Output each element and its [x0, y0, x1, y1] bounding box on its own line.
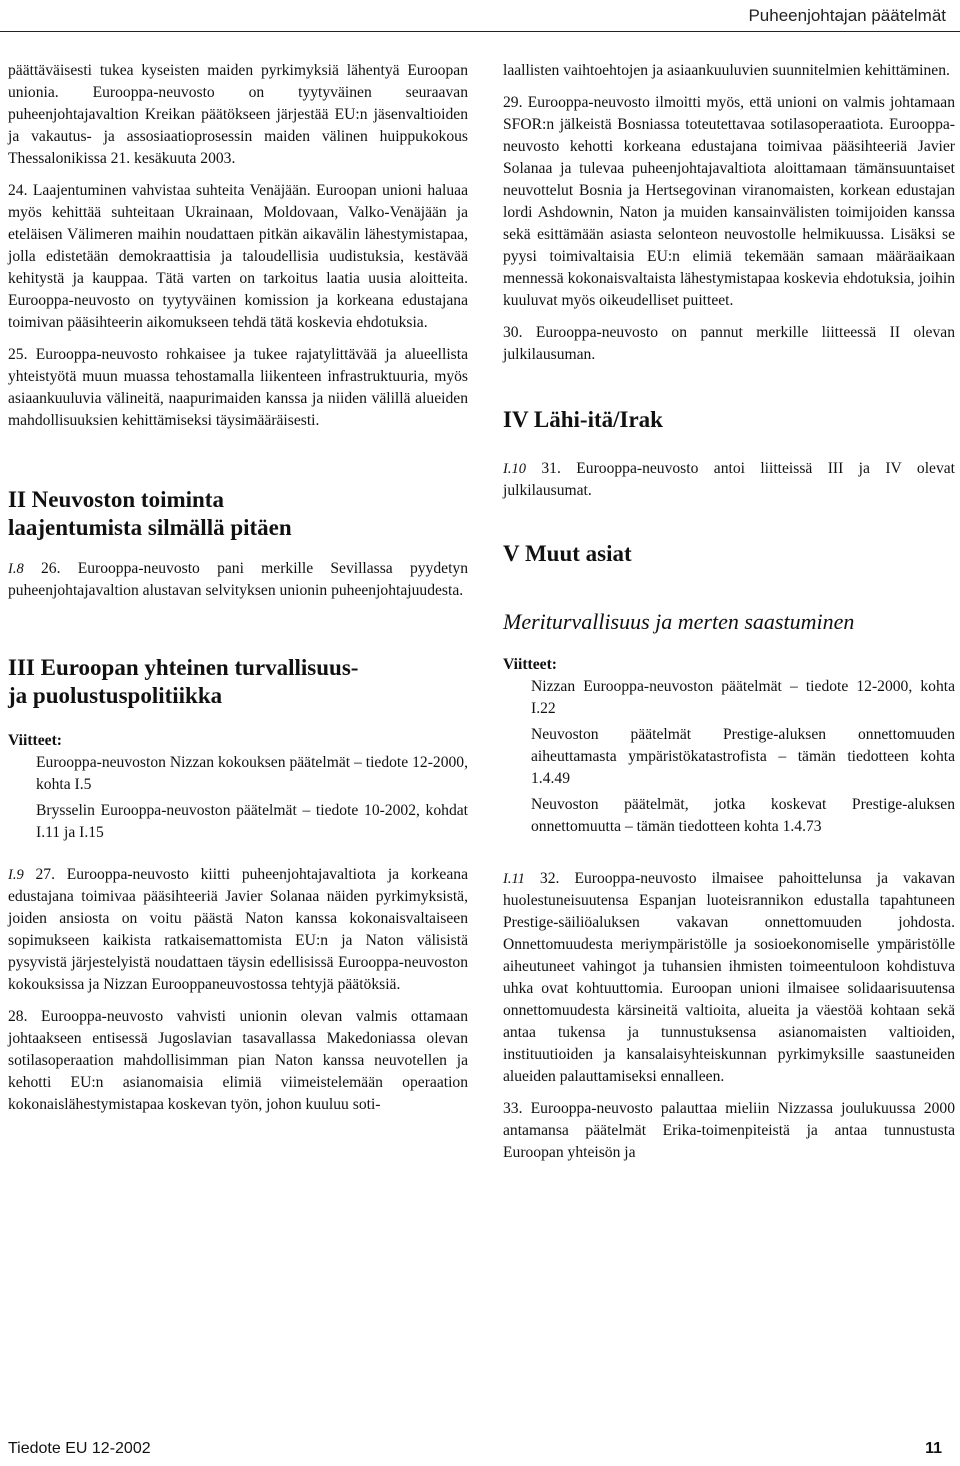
section-heading-ii	[8, 486, 468, 542]
paragraph-29: 29. Eurooppa-neuvosto ilmoitti myös, että unioni on valmis johtamaan SFOR:n jälkeistä Bosniassa toteutettavaa sotilasoperaatiota. Eurooppa-neuvosto kehotti korkeana edustajana toimivaa pääsihteeriä Javier Solanaa ja tulevaa puheenjohtajavaltiota aloittamaan tämänsuuntaiset neuvottelut Bosnia ja Hertsegovinan viranomaisten, korkean edustajan lordi Ashdownin, Naton ja muiden kansainvälisten toimijoiden kanssa sekä esittämään asiasta selonteon neuvostolle helmikuussa. Lisäksi se pyysi toimivaltaisia EU:n elimiä tekemään samaan määräaikaan mennessä kokonaisvaltaista lähestymistapaa koskevia ehdotuksia, joihin kuuluvat myös oikeudelliset puitteet.	[503, 94, 955, 309]
paragraph-27-text: 27. Eurooppa-neuvosto kiitti puheenjohtajavaltiota ja korkeana edustajana toimivaa pääsihteeriä Javier Solanaa näiden pyrkimyksistä, joiden ansiosta on voitu päästä Naton kanssa kokonaisvaltaiseen sopimukseen kaikista ratkaisemattomista EU:n ja Naton välisistä pysyvistä järjestelyistä noudattaen täysin edellisissä Eurooppa-neuvoston kokouksissa ja Nizzan Eurooppaneuvostossa tehtyjä päätöksiä.	[8, 866, 468, 993]
paragraph-27	[8, 864, 468, 996]
running-title: Puheenjohtajan päätelmät	[748, 6, 946, 25]
reference-item: Brysselin Eurooppa-neuvoston päätelmät – tiedote 10-2002, kohdat I.11 ja I.15	[36, 802, 468, 841]
reference-item: Eurooppa-neuvoston Nizzan kokouksen päätelmät – tiedote 12-2000, kohta I.5	[36, 754, 468, 793]
section-heading-ii-line1: II Neuvoston toiminta	[8, 487, 224, 512]
paragraph-28-continuation: laallisten vaihtoehtojen ja asiaankuuluvien suunnitelmien kehittäminen.	[503, 62, 950, 79]
subsection-heading: Meriturvallisuus ja merten saastuminen	[503, 609, 855, 634]
paragraph-26-text: 26. Eurooppa-neuvosto pani merkille Sevillassa pyydetyn puheenjohtajavaltion alustavan selvityksen unionin puheenjohtajuudesta.	[8, 560, 468, 599]
section-heading-v: V Muut asiat	[503, 541, 632, 566]
page-number: 11	[925, 1440, 942, 1457]
paragraph-27-ref: I.9	[8, 867, 24, 883]
right-column	[503, 60, 955, 1174]
paragraph-26	[8, 558, 468, 602]
section-heading-ii-line2: laajentumista silmällä pitäen	[8, 515, 292, 540]
paragraph-28: 28. Eurooppa-neuvosto vahvisti unionin olevan valmis ottamaan johtaakseen entisessä Jugoslavian tasavallassa Makedoniassa olevan sotilasoperaation mahdollisimman pian Naton kanssa neuvotellen ja kehotti EU:n asianomaisia elimiä viimeistelemään operaation kokonaislähestymistapaa koskevan työn, johon kuuluu soti-	[8, 1008, 468, 1113]
header-rule	[0, 31, 960, 32]
references-heading: Viitteet:	[8, 732, 62, 749]
paragraph-31	[503, 458, 955, 502]
paragraph-25: 25. Eurooppa-neuvosto rohkaisee ja tukee rajatylittävää ja alueellista yhteistyötä muun muassa tehostamalla liikenteen infrastruktuuria, myös asiaankuuluvia välineitä, naapurimaiden kanssa ja niiden välillä alueiden mahdollisuuksien kehittämiseksi täysimääräisesti.	[8, 346, 468, 429]
footer-publication: Tiedote EU 12-2002	[8, 1440, 151, 1457]
section-heading-iii	[8, 654, 468, 710]
paragraph-24	[8, 180, 468, 334]
paragraph-31-text: 31. Eurooppa-neuvosto antoi liitteissä III ja IV olevat julkilausumat.	[503, 460, 955, 499]
paragraph-continuation: päättäväisesti tukea kyseisten maiden pyrkimyksiä lähentyä Euroopan unionia. Eurooppa-neuvosto on tyytyväinen seuraavan puheenjohtajavaltion Kreikan päätökseen järjestää EU:n jäsenvaltioiden ja vakautus- ja assosiaatioprosessin maiden välinen huippukokous Thessalonikissa 21. kesäkuuta 2003.	[8, 62, 468, 167]
paragraph-33: 33. Eurooppa-neuvosto palauttaa mieliin Nizzassa joulukuussa 2000 antamansa päätelmät Erika-toimenpiteistä ja antaa tunnustusta Euroopan yhteisön ja	[503, 1100, 955, 1161]
paragraph-30: 30. Eurooppa-neuvosto on pannut merkille liitteessä II olevan julkilausuman.	[503, 324, 955, 363]
left-column	[8, 60, 468, 1126]
paragraph-32	[503, 868, 955, 1088]
paragraph-24-number: 24.	[8, 182, 28, 199]
section-heading-iii-line1: III Euroopan yhteinen turvallisuus-	[8, 655, 359, 680]
reference-item: Neuvoston päätelmät, jotka koskevat Prestige-aluksen onnettomuutta – tämän tiedotteen kohta 1.4.73	[531, 796, 955, 835]
paragraph-26-ref: I.8	[8, 561, 24, 577]
paragraph-32-ref: I.11	[503, 871, 525, 887]
paragraph-32-text: 32. Eurooppa-neuvosto ilmaisee pahoittelunsa ja vakavan huolestuneisuutensa Espanjan luoteisrannikon edustalla tapahtuneen Prestige-säiliöaluksen vakavan onnettomuuden johdosta. Onnettomuudesta meriympäristölle ja sosioekonomiselle ympäristölle aiheutuneet vahingot ja tuhansien ihmisten toimeentuloon kohdistuva uhka ovat kohtuuttomia. Euroopan unioni ilmaisee solidaarisuutensa onnettomuudesta kärsineitä valtioita, alueita ja väestöä kohtaan sekä antaa tukensa ja tunnustuksensa asianomaisten valtioiden, instituutioiden ja kansalaisyhteiskunnan pyrkimyksille saastuneiden alueiden palauttamiseksi ennalleen.	[503, 870, 955, 1085]
reference-item: Nizzan Eurooppa-neuvoston päätelmät – tiedote 12-2000, kohta I.22	[531, 678, 955, 717]
paragraph-31-ref: I.10	[503, 461, 526, 477]
reference-item: Neuvoston päätelmät Prestige-aluksen onnettomuuden aiheuttamasta ympäristökatastrofista – tämän tiedotteen kohta 1.4.49	[531, 726, 955, 787]
paragraph-24-title: Laajentuminen vahvistaa suhteita Venäjään.	[32, 182, 311, 199]
paragraph-24-text: Euroopan unioni haluaa myös kehittää suhteitaan Ukrainaan, Moldovaan, Valko-Venäjään ja eteläisen Välimeren maihin noudattaen pitkän aikavälin lähestymistapaa, jolla edistetään demokraattisia ja taloudellisia uudistuksia, kestävää kehitystä ja kauppaa. Tätä varten on tarkoitus laatia uusia aloitteita. Eurooppa-neuvosto on tyytyväinen komission ja korkeana edustajana toimivan pääsihteerin aikomukseen tehdä tätä koskevia ehdotuksia.	[8, 182, 469, 331]
section-heading-iv: IV Lähi-itä/Irak	[503, 407, 663, 432]
section-heading-iii-line2: ja puolustuspolitiikka	[8, 683, 223, 708]
references-heading: Viitteet:	[503, 656, 557, 673]
